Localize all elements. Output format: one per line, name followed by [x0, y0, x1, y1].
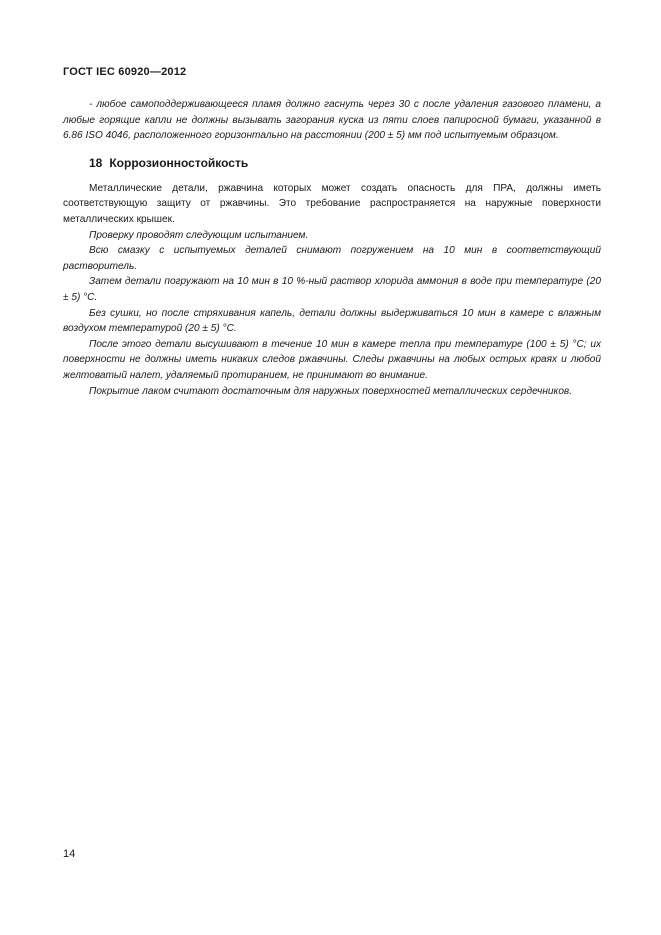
- paragraph-test-intro: Проверку проводят следующим испытанием.: [89, 229, 309, 241]
- paragraph-requirement: Металлические детали, ржавчина которых может создать опасность для ПРА, должны иметь соответствующую защиту от ржавчины. Это требование распространяется на наружные поверхности металлических крышек.: [63, 182, 601, 225]
- paragraph-humid-chamber: Без сушки, но после стряхивания капель, детали должны выдерживаться 10 мин в камере с влажным воздухом температурой (20 ± 5) °С.: [63, 307, 601, 335]
- section-heading: [63, 155, 601, 171]
- section-number: 18: [89, 155, 103, 170]
- section-title: Коррозионностойкость: [109, 155, 249, 170]
- page-number: 14: [63, 848, 76, 860]
- page-content: [63, 97, 601, 399]
- paragraph-flame-requirement: - любое самоподдерживающееся пламя должно гаснуть через 30 с после удаления газового пламени, а любые горящие капли не должны вызывать загорания куска из пяти слоев папиросной бумаги, указанной в 6.86 ISO 4046, расположенного горизонтально на расстоянии (200 ± 5) мм под испытуемым образцом.: [63, 99, 601, 142]
- paragraph-varnish: Покрытие лаком считают достаточным для наружных поверхностей металлических сердечников.: [89, 385, 572, 397]
- paragraph-immerse: Затем детали погружают на 10 мин в 10 %-ный раствор хлорида аммония в воде при температуре (20 ± 5) °С.: [63, 276, 601, 303]
- paragraph-drying: После этого детали высушивают в течение 10 мин в камере тепла при температуре (100 ± 5) °С; их поверхности не должны иметь никаких следов ржавчины. Следы ржавчины на любых острых краях и любой желтоватый налет, удаляемый протиранием, не принимают во внимание.: [63, 338, 601, 381]
- paragraph-degrease: Всю смазку с испытуемых деталей снимают погружением на 10 мин в соответствующий растворитель.: [63, 245, 601, 272]
- standard-header: ГОСТ IEC 60920—2012: [63, 66, 187, 78]
